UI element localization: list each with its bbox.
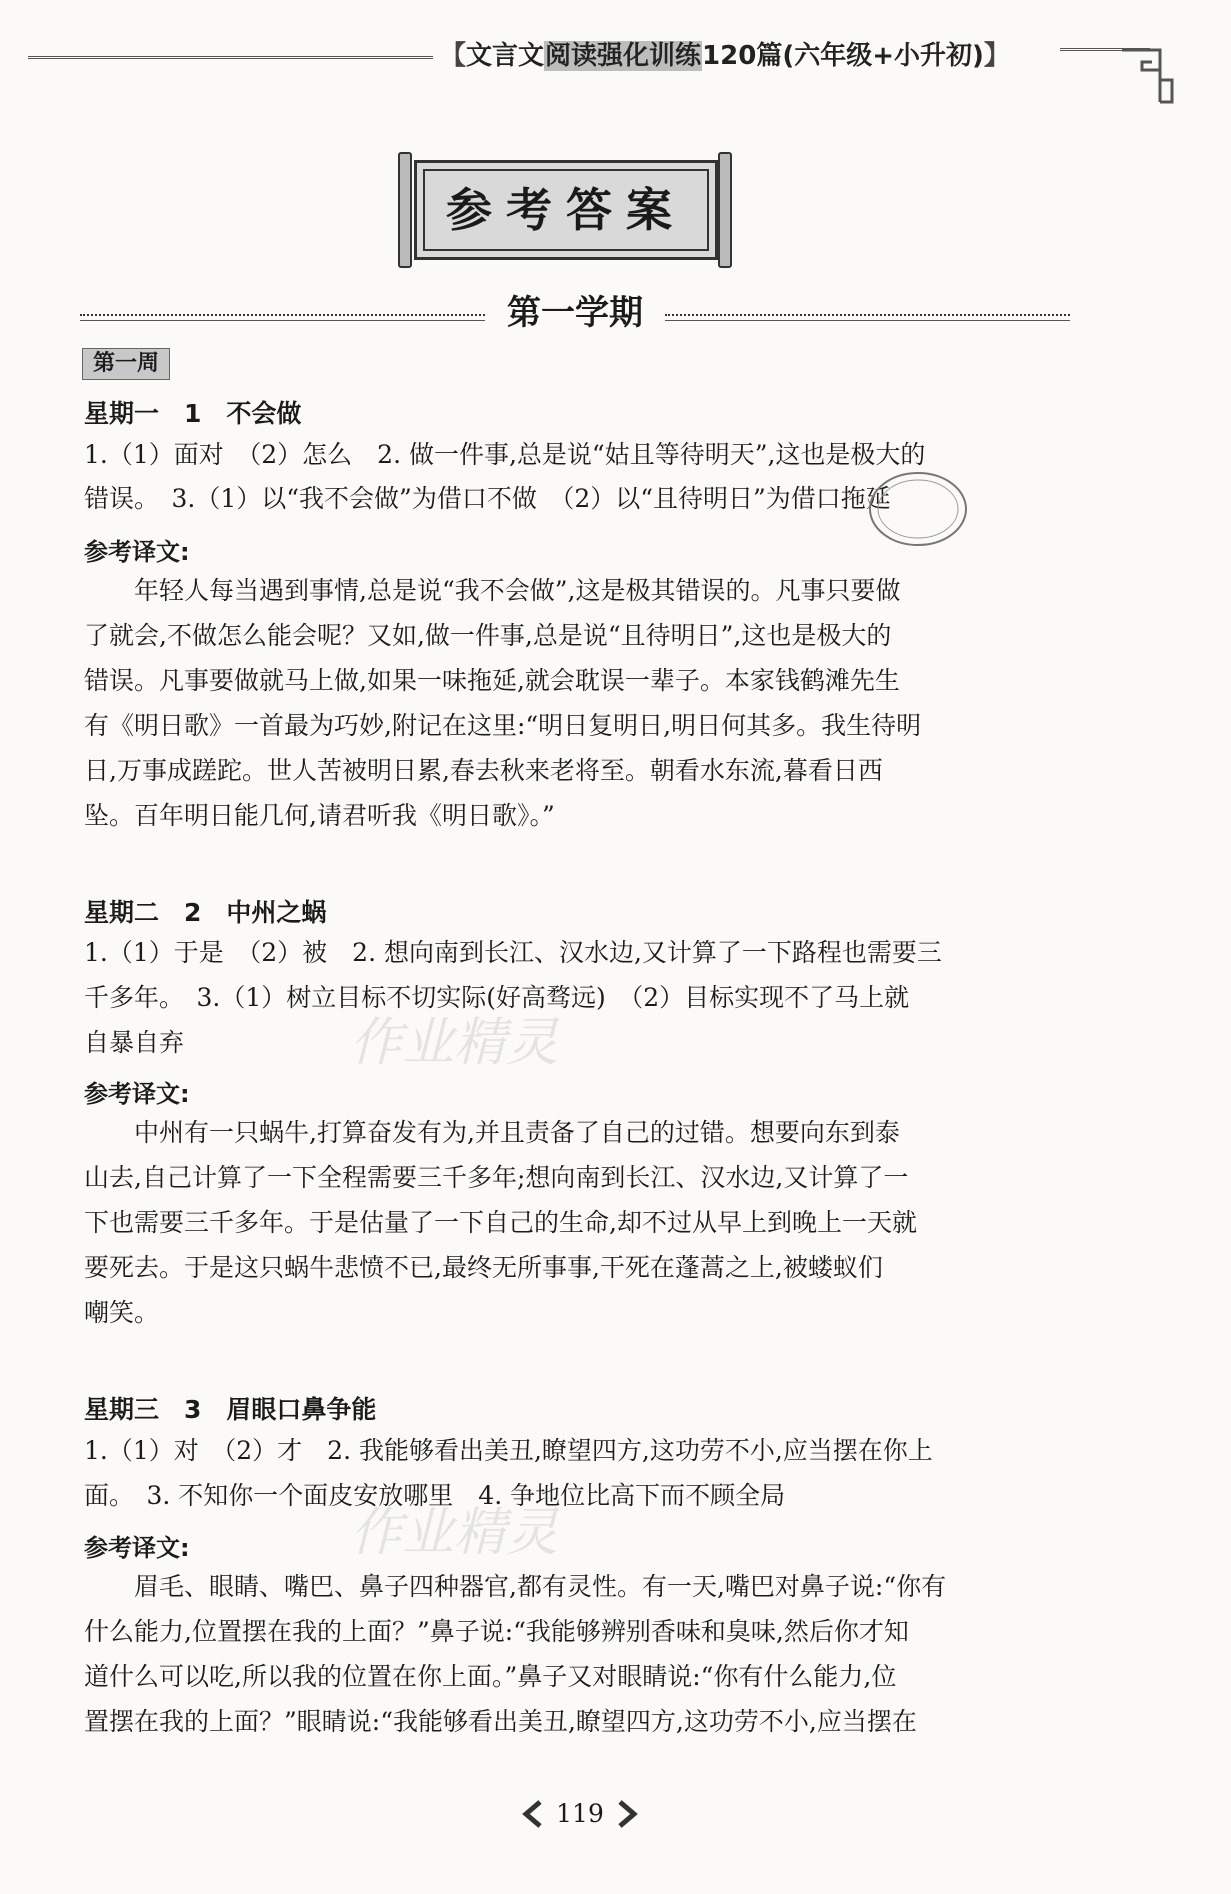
translation-line: 山去,自己计算了一下全程需要三千多年;想向南到长江、汉水边,又计算了一: [84, 1163, 909, 1192]
translation-line: 道什么可以吃,所以我的位置在你上面。”鼻子又对眼睛说:“你有什么能力,位: [84, 1662, 897, 1691]
semester-rule-left: [80, 314, 485, 321]
semester-rule-right: [665, 314, 1070, 321]
translation-label: 参考译文:: [84, 1080, 190, 1108]
page-number: 119: [556, 1799, 604, 1828]
answer-line: 1.（1）面对 （2）怎么 2. 做一件事,总是说“姑且等待明天”,这也是极大的: [84, 440, 926, 469]
bracket-left: 【: [440, 41, 467, 71]
translation-line: 置摆在我的上面？”眼睛说:“我能够看出美丑,瞭望四方,这功劳不小,应当摆在: [84, 1707, 917, 1736]
book-title: [440, 34, 1040, 78]
answer-line: 1.（1）于是 （2）被 2. 想向南到长江、汉水边,又计算了一下路程也需要三: [84, 938, 942, 967]
watermark: 作业精灵: [350, 1503, 559, 1563]
chevron-right-icon: [614, 1800, 640, 1828]
scroll-end-right: [718, 152, 732, 268]
header-rule-left: [28, 56, 433, 59]
translation-line: 日,万事成蹉跎。世人苦被明日累,春去秋来老将至。朝看水东流,暮看日西: [84, 756, 883, 785]
semester-heading: [80, 290, 1070, 336]
translation-line: 下也需要三千多年。于是估量了一下自己的生命,却不过从早上到晚上一天就: [84, 1208, 917, 1237]
translation-line: 什么能力,位置摆在我的上面？”鼻子说:“我能够辨别香味和臭味,然后你才知: [84, 1617, 909, 1646]
answer-line: 千多年。 3.（1）树立目标不切实际(好高骛远) （2）目标实现不了马上就: [84, 983, 910, 1012]
bracket-right: 】: [983, 41, 1010, 71]
section-heading-wed: 星期三 3 眉眼口鼻争能: [84, 1395, 377, 1424]
watermark: 作业精灵: [350, 1013, 559, 1073]
translation-line: 眉毛、眼睛、嘴巴、鼻子四种器官,都有灵性。有一天,嘴巴对鼻子说:“你有: [84, 1572, 947, 1601]
book-title-prefix: 文言文: [466, 41, 545, 71]
scroll-end-left: [398, 152, 412, 268]
fret-ornament-icon: [1120, 40, 1174, 110]
translation-label: 参考译文:: [84, 538, 190, 566]
translation-line: 年轻人每当遇到事情,总是说“我不会做”,这是极其错误的。凡事只要做: [84, 576, 901, 605]
translation-line: 要死去。于是这只蜗牛悲愤不已,最终无所事事,干死在蓬蒿之上,被蝼蚁们: [84, 1253, 883, 1282]
translation-line: 错误。凡事要做就马上做,如果一味拖延,就会耽误一辈子。本家钱鹤滩先生: [84, 666, 900, 695]
book-title-suffix: 120篇(六年级+小升初): [702, 41, 984, 71]
answer-line: 面。 3. 不知你一个面皮安放哪里 4. 争地位比高下而不顾全局: [84, 1481, 786, 1510]
page-number-group: [520, 1794, 640, 1834]
week-tag: 第一周: [82, 348, 170, 380]
translation-line: 中州有一只蜗牛,打算奋发有为,并且责备了自己的过错。想要向东到泰: [84, 1118, 900, 1147]
answer-title-box: [414, 160, 718, 260]
translation-line: 了就会,不做怎么能会呢？又如,做一件事,总是说“且待明日”,这也是极大的: [84, 621, 892, 650]
section-heading-mon: 星期一 1 不会做: [84, 399, 302, 428]
chevron-left-icon: [520, 1800, 546, 1828]
translation-line: 嘲笑。: [84, 1298, 160, 1327]
answer-line: 自暴自弃: [84, 1028, 185, 1057]
semester-title: 第一学期: [507, 293, 643, 333]
stamp-seal: [866, 468, 970, 550]
translation-label: 参考译文:: [84, 1534, 190, 1562]
book-title-highlight: 阅读强化训练: [545, 41, 702, 71]
section-heading-tue: 星期二 2 中州之蜗: [84, 898, 327, 927]
translation-line: 坠。百年明日能几何,请君听我《明日歌》。”: [84, 801, 555, 830]
translation-line: 有《明日歌》一首最为巧妙,附记在这里:“明日复明日,明日何其多。我生待明: [84, 711, 922, 740]
answer-title: 参考答案: [446, 183, 686, 237]
answer-line: 错误。 3.（1）以“我不会做”为借口不做 （2）以“且待明日”为借口拖延: [84, 484, 891, 513]
answer-line: 1.（1）对 （2）才 2. 我能够看出美丑,瞭望四方,这功劳不小,应当摆在你上: [84, 1436, 933, 1465]
